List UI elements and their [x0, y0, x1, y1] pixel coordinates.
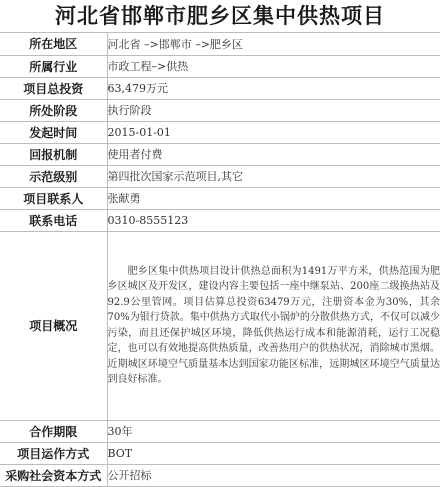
label-return-mechanism: 回报机制 [0, 143, 107, 165]
label-launch-date: 发起时间 [0, 121, 107, 143]
row-total-investment [0, 77, 440, 99]
value-launch-date: 2015-01-01 [107, 121, 440, 143]
label-phone: 联系电话 [0, 209, 107, 231]
label-industry: 所属行业 [0, 55, 107, 77]
row-contact-person [0, 187, 440, 209]
row-launch-date [0, 121, 440, 143]
label-total-investment: 项目总投资 [0, 77, 107, 99]
project-info-table [0, 33, 440, 487]
value-cooperation-term: 30年 [107, 420, 440, 442]
label-demo-level: 示范级别 [0, 165, 107, 187]
value-return-mechanism: 使用者付费 [107, 143, 440, 165]
value-region: 河北省 –>邯郸市 –>肥乡区 [107, 33, 440, 55]
label-stage: 所处阶段 [0, 99, 107, 121]
value-total-investment: 63,479万元 [107, 77, 440, 99]
label-procurement-method: 采购社会资本方式 [0, 464, 107, 486]
row-industry [0, 55, 440, 77]
value-demo-level: 第四批次国家示范项目,其它 [107, 165, 440, 187]
value-industry: 市政工程–>供热 [107, 55, 440, 77]
label-cooperation-term: 合作期限 [0, 420, 107, 442]
value-stage: 执行阶段 [107, 99, 440, 121]
label-contact-person: 项目联系人 [0, 187, 107, 209]
row-stage [0, 99, 440, 121]
value-overview: 肥乡区集中供热项目设计供热总面积为1491万平方米，供热范围为肥乡区城区及开发区，建设内容主要包括一座中继泵站、200座二级换热站及92.9公里管网。项目估算总投资63479万元，注册资本金为30%，其余70%为银行贷款。集中供热方式取代小锅炉的分散供热方式，不仅可以减少污染，而且还保护城区环境，降低供热运行成本和能源消耗，运行工况稳定，也可以有效地提高供热质量，改善热用户的供热状况，消除城市黑烟。近期城区环境空气质量基本达到国家功能区标准，远期城区环境空气质量达到良好标准。 [107, 231, 440, 420]
row-phone [0, 209, 440, 231]
page-title: 河北省邯郸市肥乡区集中供热项目 [0, 0, 440, 33]
value-operation-mode: BOT [107, 442, 440, 464]
value-procurement-method: 公开招标 [107, 464, 440, 486]
value-phone: 0310-8555123 [107, 209, 440, 231]
row-overview [0, 231, 440, 420]
label-region: 所在地区 [0, 33, 107, 55]
label-overview: 项目概况 [0, 231, 107, 420]
row-region [0, 33, 440, 55]
row-demo-level [0, 165, 440, 187]
row-cooperation-term [0, 420, 440, 442]
row-procurement-method [0, 464, 440, 486]
value-contact-person: 张献勇 [107, 187, 440, 209]
row-return-mechanism [0, 143, 440, 165]
label-operation-mode: 项目运作方式 [0, 442, 107, 464]
